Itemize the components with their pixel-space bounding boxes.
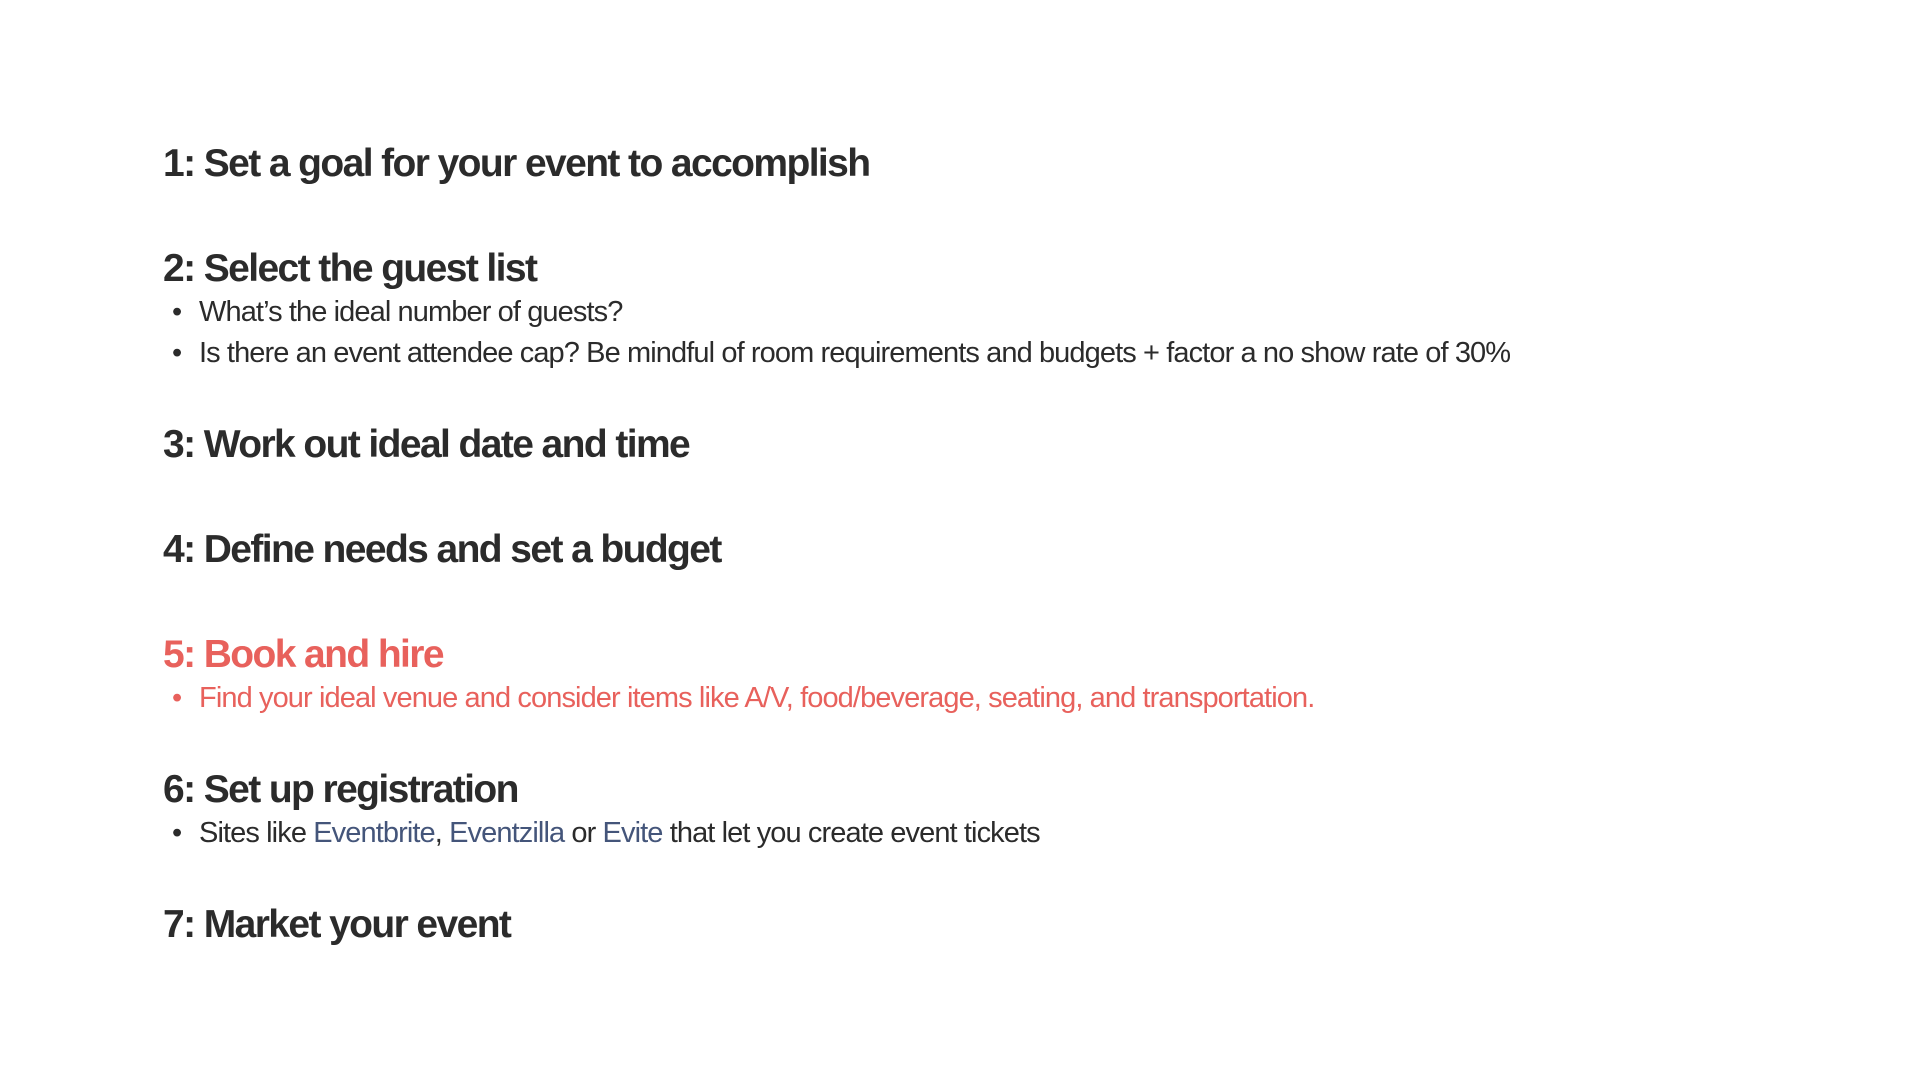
step-2-title: 2: Select the guest list: [163, 247, 537, 290]
step-6: [163, 767, 1863, 854]
separator-text: or: [564, 817, 603, 849]
bullet-text: Find your ideal venue and consider items like A/V, food/beverage, seating, and transportation.: [199, 682, 1315, 714]
bullet-icon: •: [172, 296, 182, 328]
list-item: [163, 813, 1863, 854]
bullet-suffix: that let you create event tickets: [662, 817, 1040, 849]
step-7: [163, 902, 1863, 948]
separator-text: ,: [434, 817, 450, 849]
step-2-bullet-list: [163, 292, 1863, 374]
step-6-bullet-list: [163, 813, 1863, 854]
eventbrite-link[interactable]: Eventbrite: [313, 817, 435, 849]
bullet-text: Is there an event attendee cap? Be mindful of room requirements and budgets + factor a no show rate of 30%: [199, 337, 1511, 369]
step-4-title: 4: Define needs and set a budget: [163, 528, 721, 571]
step-2: [163, 246, 1863, 374]
step-6-title: 6: Set up registration: [163, 768, 518, 811]
step-5-title: 5: Book and hire: [163, 633, 443, 676]
slide: [163, 0, 1863, 1080]
step-5-highlighted: [163, 632, 1863, 719]
bullet-icon: •: [172, 337, 182, 369]
bullet-icon: •: [172, 682, 182, 714]
step-4: [163, 527, 1863, 573]
eventzilla-link[interactable]: Eventzilla: [449, 817, 565, 849]
list-item: [163, 678, 1863, 719]
step-1-title: 1: Set a goal for your event to accomplish: [163, 142, 870, 185]
list-item: [163, 292, 1863, 333]
step-7-title: 7: Market your event: [163, 903, 511, 946]
step-3-title: 3: Work out ideal date and time: [163, 423, 690, 466]
bullet-icon: •: [172, 817, 182, 849]
list-item: [163, 333, 1863, 374]
bullet-text: What’s the ideal number of guests?: [199, 296, 623, 328]
step-5-bullet-list: [163, 678, 1863, 719]
step-3: [163, 422, 1863, 468]
bullet-prefix: Sites like: [199, 817, 314, 849]
step-1: [163, 141, 1863, 187]
evite-link[interactable]: Evite: [602, 817, 663, 849]
